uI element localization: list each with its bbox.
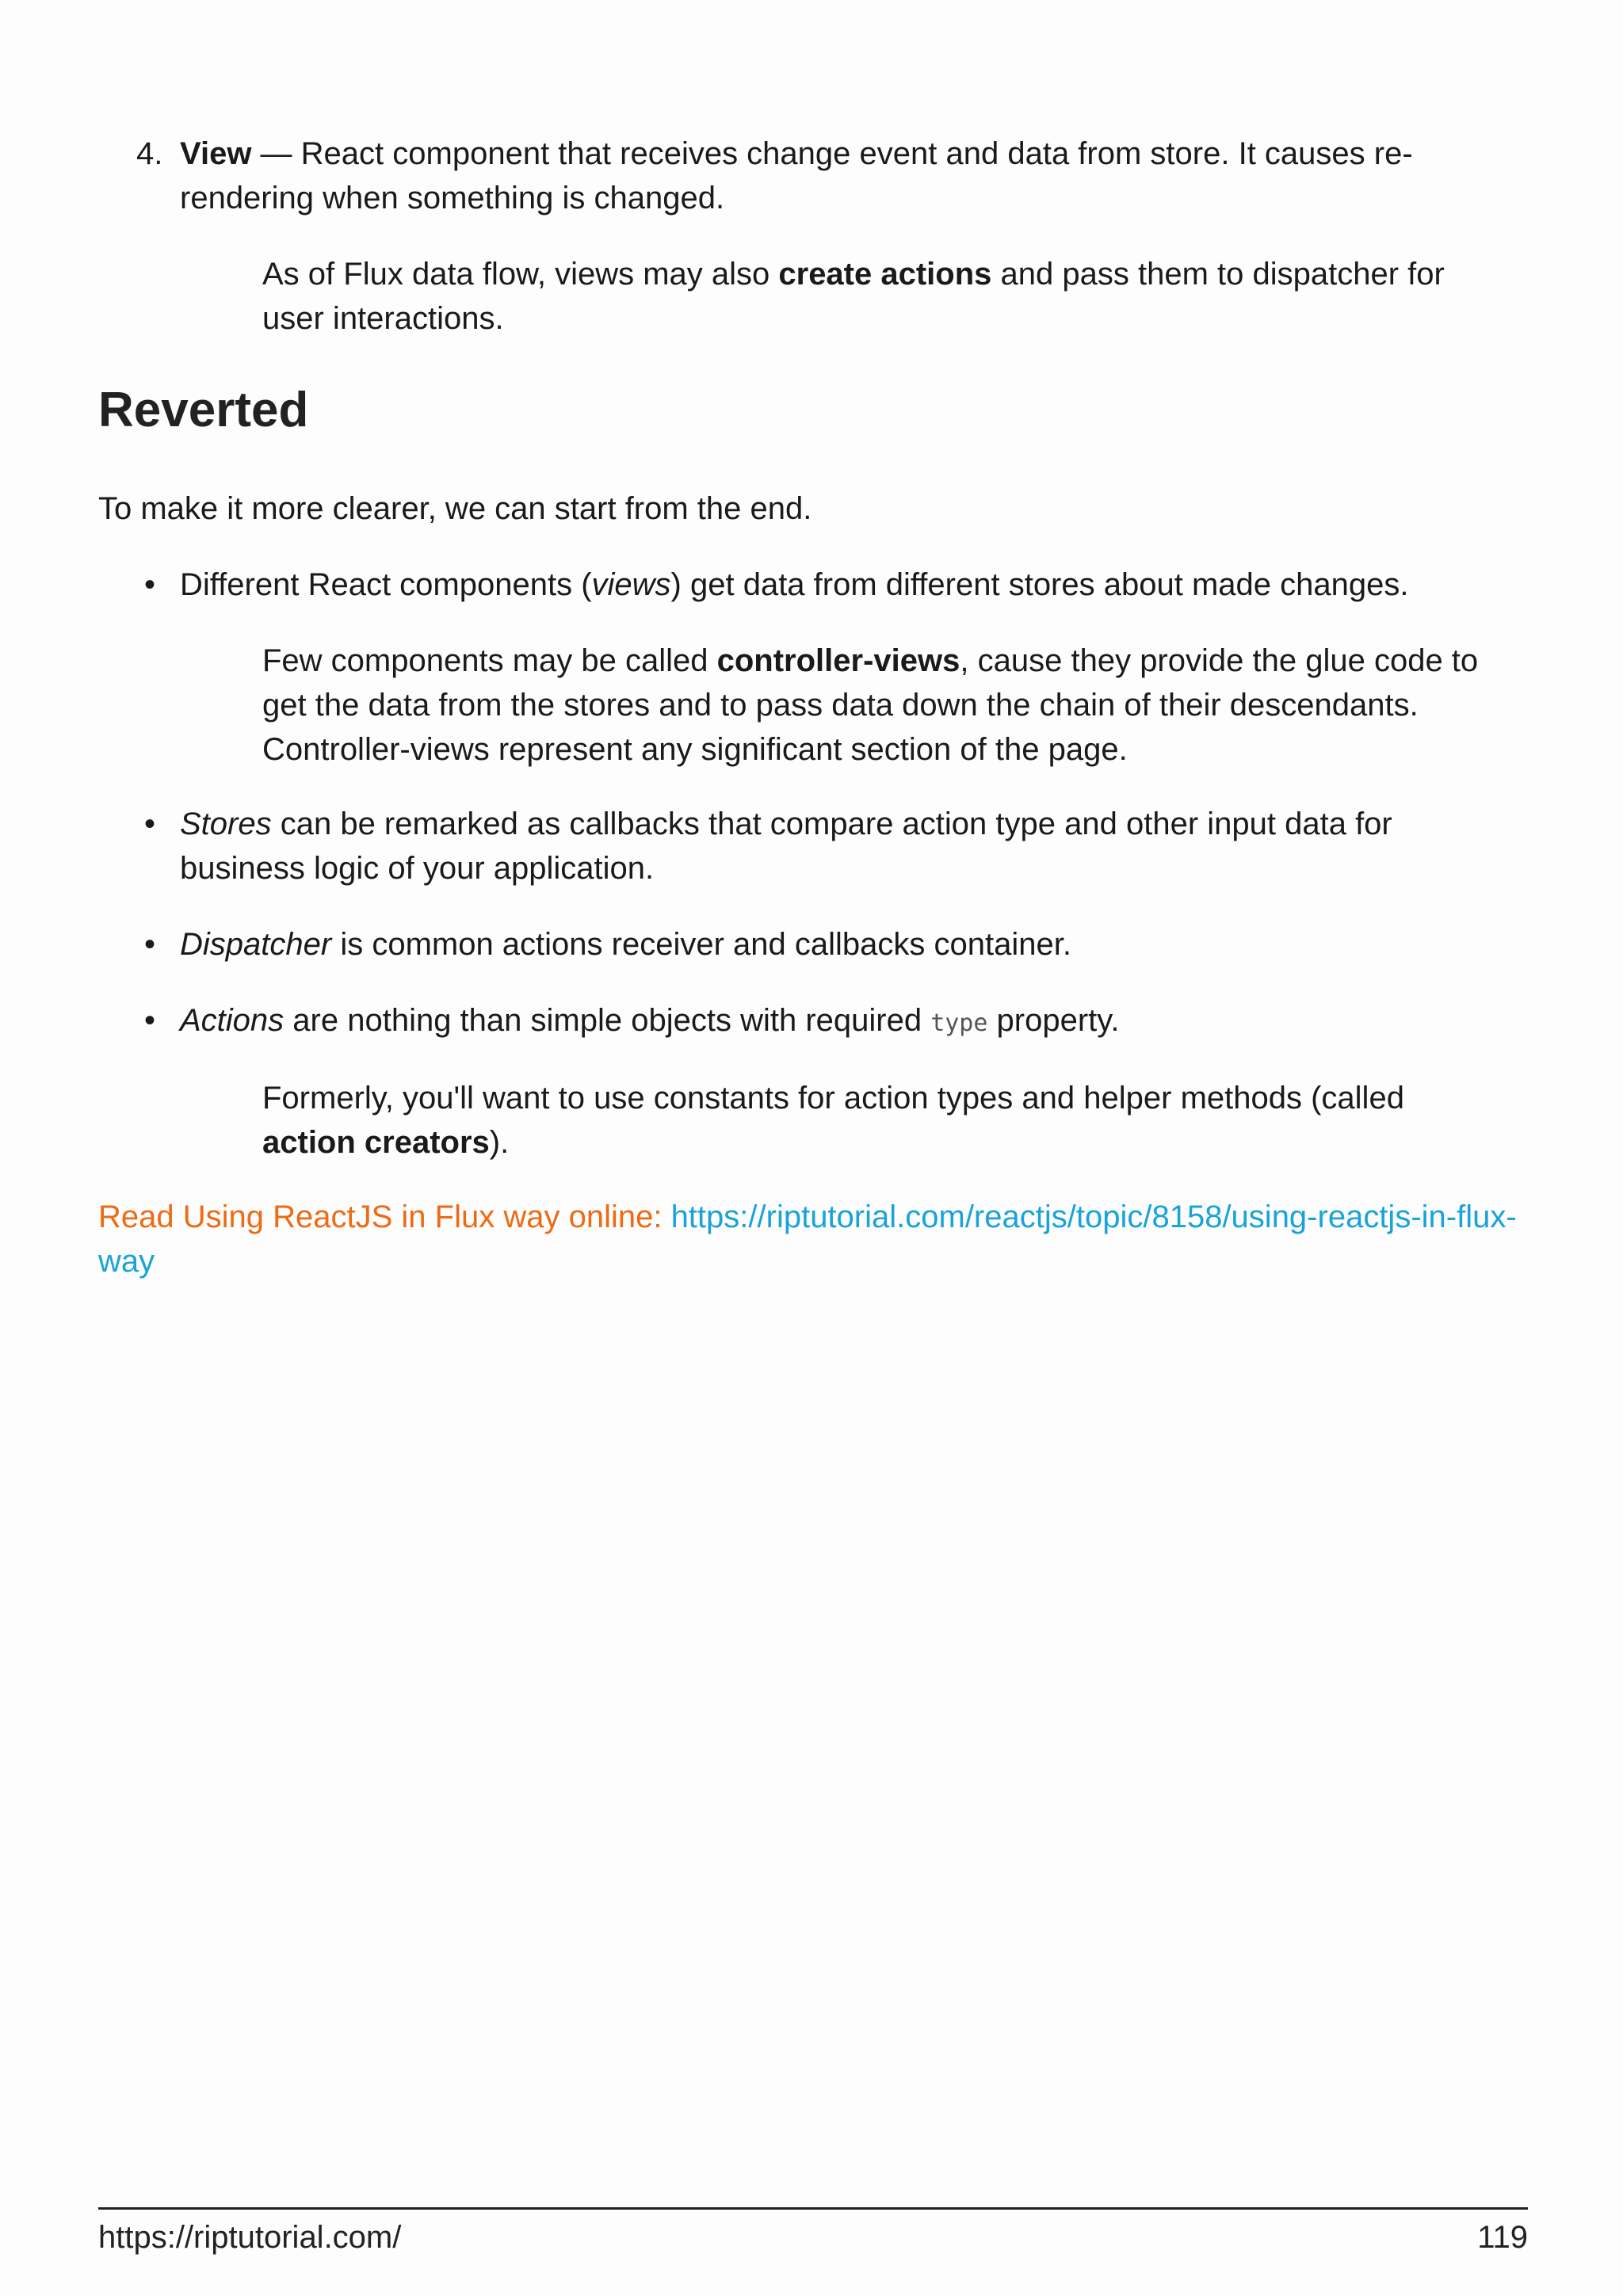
bullet-italic-dispatcher: Dispatcher — [180, 927, 332, 962]
bullet-text-post: can be remarked as callbacks that compare action type and other input data for business logic of your application. — [180, 807, 1392, 886]
bullet-text — [180, 802, 1491, 891]
note-controller-views — [262, 639, 1499, 772]
bullet-dot: • — [144, 1003, 156, 1038]
read-online-link[interactable]: https://riptutorial.com/reactjs/topic/8158/using-reactjs-in-flux-way — [98, 1199, 1517, 1279]
note-text-pre: Few components may be called — [262, 643, 717, 678]
footer-url: https://riptutorial.com/ — [98, 2220, 402, 2255]
bullet-dot: • — [144, 927, 156, 962]
note-text-post: and pass them to dispatcher for user interactions. — [262, 257, 1445, 336]
section-heading-reverted: Reverted — [98, 383, 309, 437]
bullet-italic-stores: Stores — [180, 807, 272, 841]
bullet-stores — [144, 802, 1491, 891]
bullet-dispatcher — [144, 922, 1491, 967]
inline-code-type: type — [930, 1009, 988, 1037]
note-bold-controller-views: controller-views — [716, 643, 960, 678]
term-view: View — [180, 136, 252, 171]
bullet-text-post: is common actions receiver and callbacks container. — [331, 927, 1071, 962]
numbered-item-view — [136, 132, 1499, 220]
list-item-text — [180, 132, 1499, 220]
list-number: 4. — [136, 136, 163, 171]
page-number: 119 — [1477, 2220, 1528, 2255]
list-item-description: — React component that receives change event and data from store. It causes re-rendering when something is changed. — [180, 136, 1413, 215]
note-bold-action-creators: action creators — [262, 1125, 490, 1160]
bullet-text-post: ) get data from different stores about made changes. — [670, 567, 1409, 602]
note-text-post: , cause they provide the glue code to get the data from the stores and to pass data down the chain of their descendants. Controller-views represent any significant section of the page. — [262, 643, 1479, 767]
footer-divider — [98, 2207, 1528, 2210]
bullet-dot: • — [144, 567, 156, 602]
bullet-italic-actions: Actions — [180, 1003, 285, 1038]
note-text-pre: Formerly, you'll want to use constants for action types and helper methods (called — [262, 1081, 1404, 1116]
read-online-line — [98, 1195, 1525, 1283]
read-online-label: Read Using ReactJS in Flux way online: — [98, 1199, 671, 1234]
section-intro: To make it more clearer, we can start from the end. — [98, 491, 812, 526]
bullet-dot: • — [144, 807, 156, 841]
bullet-views — [144, 563, 1491, 607]
bullet-italic-views: views — [591, 567, 671, 602]
note-action-creators — [262, 1076, 1499, 1165]
bullet-text-mid: are nothing than simple objects with required — [284, 1003, 931, 1038]
bullet-text — [180, 998, 1491, 1046]
bullet-text-pre: Different React components ( — [180, 567, 592, 602]
note-text-post: ). — [489, 1125, 510, 1160]
note-create-actions — [262, 252, 1499, 341]
note-bold-create-actions: create actions — [778, 257, 992, 292]
bullet-text — [180, 922, 1491, 967]
bullet-text-post: property. — [987, 1003, 1120, 1038]
note-text-pre: As of Flux data flow, views may also — [262, 257, 779, 292]
bullet-actions — [144, 998, 1491, 1046]
bullet-text — [180, 563, 1491, 607]
